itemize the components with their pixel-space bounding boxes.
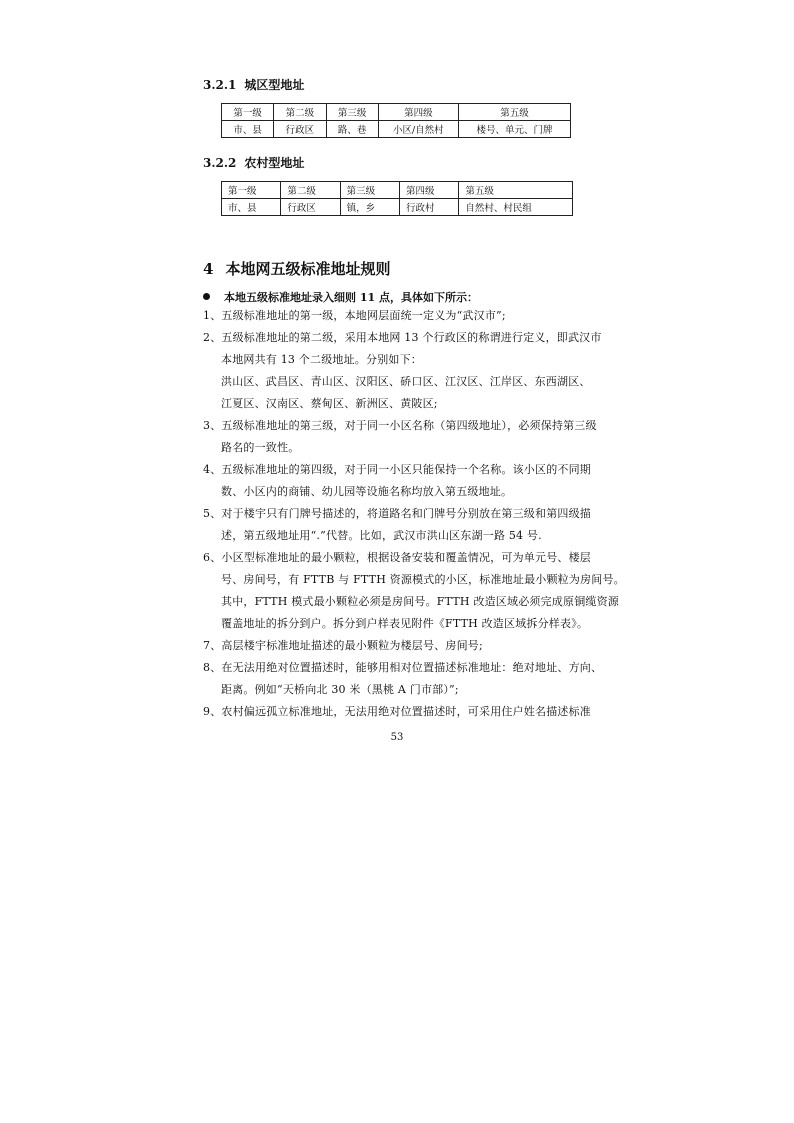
table-cell: 楼号、单元、门牌: [458, 121, 570, 138]
rule-line: 距离。例如“天桥向北 30 米（黑桃 A 门市部）”;: [221, 683, 459, 696]
section-number: 3.2.1: [203, 78, 237, 92]
section-number: 4: [203, 260, 214, 278]
rule-line: 5、对于楼宇只有门牌号描述的，将道路名和门牌号分别放在第三级和第四级描: [203, 507, 591, 520]
rule-line: 路名的一致性。: [221, 441, 300, 454]
table-header-cell: 第五级: [459, 182, 573, 199]
table-header-cell: 第三级: [340, 182, 399, 199]
table-header-row: [222, 182, 573, 199]
rule-line: 覆盖地址的拆分到户。拆分到户样表见附件《FTTH 改造区域拆分样表》。: [221, 617, 589, 630]
table-cell: 行政区: [274, 121, 326, 138]
bullet-text: 本地五级标准地址录入细则 11 点，具体如下所示：: [224, 291, 478, 304]
section-title: 本地网五级标准地址规则: [225, 260, 391, 278]
rule-line: 6、小区型标准地址的最小颗粒，根据设备安装和覆盖情况，可为单元号、楼层: [203, 551, 591, 564]
table-header-cell: 第四级: [399, 182, 458, 199]
page-number: 53: [390, 732, 404, 743]
rule-line: 4、五级标准地址的第四级，对于同一小区只能保持一个名称。该小区的不同期: [203, 463, 591, 476]
table-cell: 小区/自然村: [378, 121, 458, 138]
section-number: 3.2.2: [203, 156, 237, 170]
table-cell: 行政区: [281, 199, 340, 216]
table-header-cell: 第二级: [281, 182, 340, 199]
section-heading-4: [203, 258, 390, 279]
rule-line: 数、小区内的商铺、幼儿园等设施名称均放入第五级地址。: [221, 485, 513, 498]
table-cell: 市、县: [222, 199, 281, 216]
urban-address-table: [221, 103, 571, 138]
table-cell: 市、县: [222, 121, 274, 138]
table-header-cell: 第二级: [274, 104, 326, 121]
rule-line: 江夏区、汉南区、蔡甸区、新洲区、黄陂区;: [221, 397, 438, 410]
section-heading-3-2-2: [203, 154, 304, 171]
rule-line: 8、在无法用绝对位置描述时，能够用相对位置描述标准地址：绝对地址、方向、: [203, 661, 603, 674]
rule-line: 7、高层楼宇标准地址描述的最小颗粒为楼层号、房间号;: [203, 639, 483, 652]
rule-line: 号、房间号，有 FTTB 与 FTTH 资源模式的小区，标准地址最小颗粒为房间号。: [221, 573, 625, 586]
bullet-dot-icon: [203, 293, 210, 300]
table-header-cell: 第一级: [222, 182, 281, 199]
table-cell: 镇，乡: [340, 199, 399, 216]
table-header-cell: 第一级: [222, 104, 274, 121]
rule-line: 本地网共有 13 个二级地址。分别如下：: [221, 353, 422, 366]
section-heading-3-2-1: [203, 76, 304, 93]
table-header-row: [222, 104, 571, 121]
table-row: [222, 199, 573, 216]
rule-line: 述，第五级地址用“.”代替。比如，武汉市洪山区东湖一路 54 号.: [221, 529, 542, 542]
table-row: [222, 121, 571, 138]
section-title: 城区型地址: [244, 78, 305, 92]
rule-line: 1、五级标准地址的第一级，本地网层面统一定义为“武汉市”;: [203, 309, 506, 322]
bullet-intro: [203, 289, 478, 305]
table-header-cell: 第四级: [378, 104, 458, 121]
table-cell: 自然村、村民组: [459, 199, 573, 216]
rule-line: 9、农村偏远孤立标准地址，无法用绝对位置描述时，可采用住户姓名描述标准: [203, 705, 591, 718]
section-title: 农村型地址: [244, 156, 305, 170]
table-cell: 行政村: [399, 199, 458, 216]
rule-line: 洪山区、武昌区、青山区、汉阳区、硚口区、江汉区、江岸区、东西湖区、: [221, 375, 591, 388]
rule-line: 2、五级标准地址的第二级，采用本地网 13 个行政区的称谓进行定义，即武汉市: [203, 331, 602, 344]
table-header-cell: 第三级: [326, 104, 378, 121]
table-cell: 路、巷: [326, 121, 378, 138]
table-header-cell: 第五级: [458, 104, 570, 121]
rule-line: 其中，FTTH 模式最小颗粒必须是房间号。FTTH 改造区域必须完成原铜缆资源: [221, 595, 619, 608]
rural-address-table: [221, 181, 573, 216]
rule-line: 3、五级标准地址的第三级，对于同一小区名称（第四级地址），必须保持第三级: [203, 419, 597, 432]
